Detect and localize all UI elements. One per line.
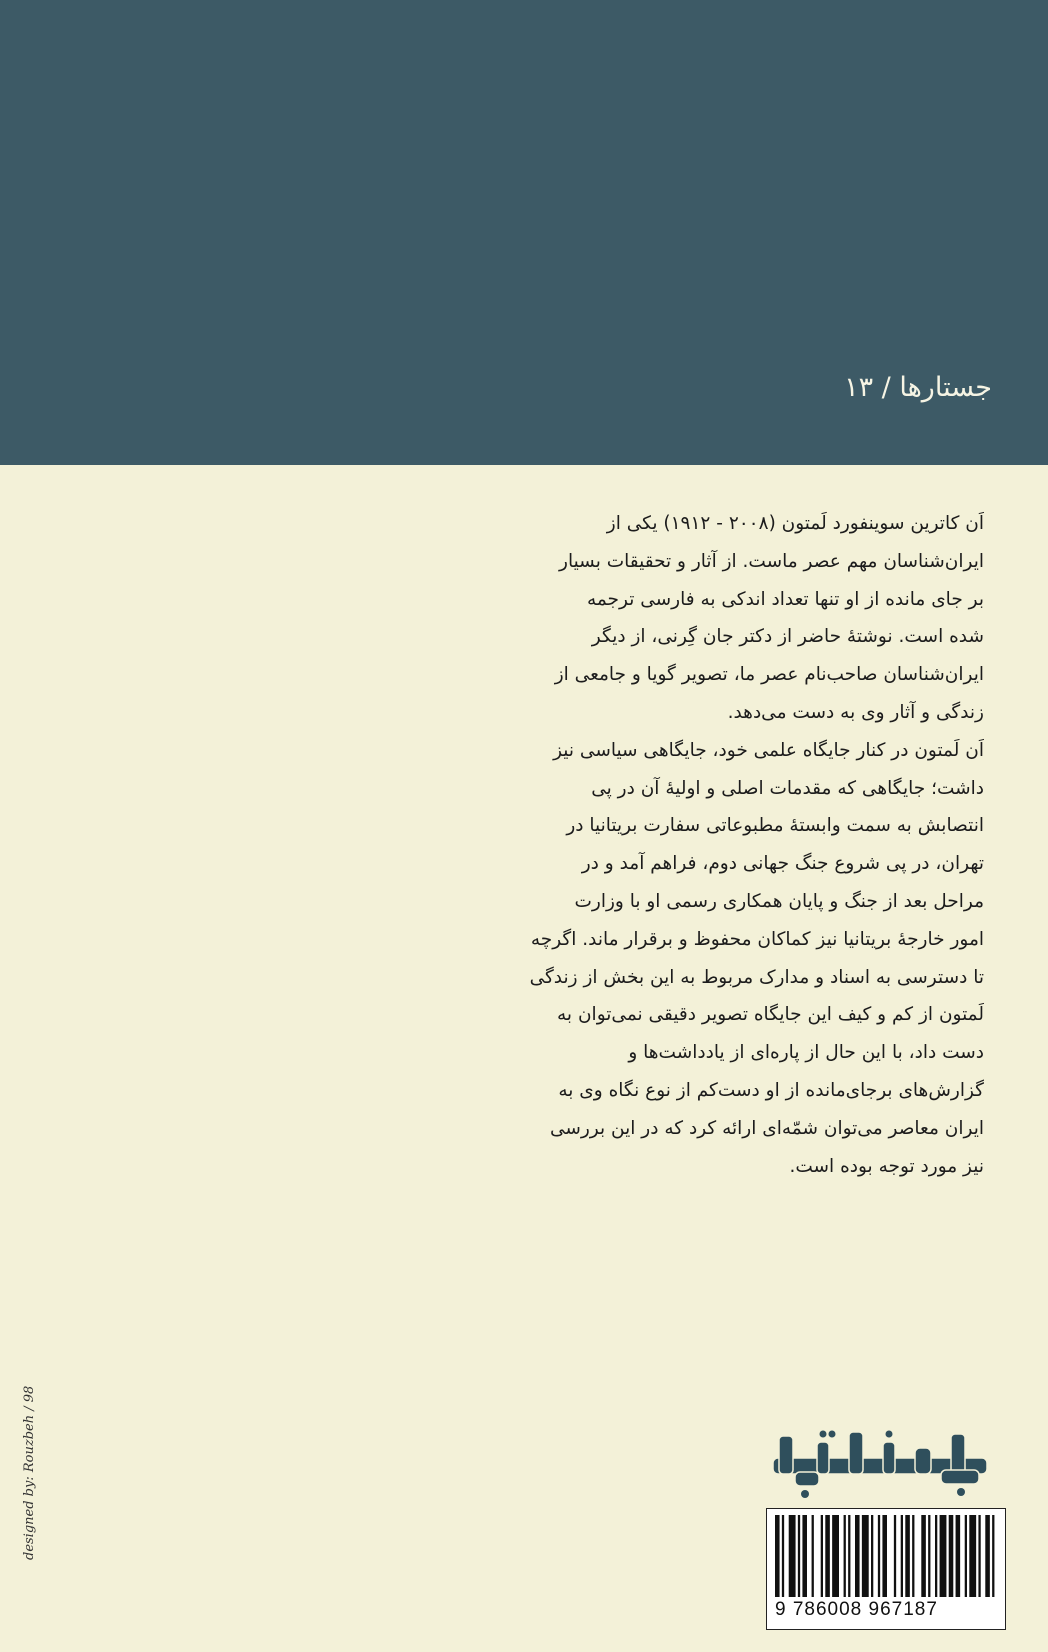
blurb-line: نیز مورد توجه بوده است. — [789, 1155, 984, 1177]
blurb-line: امور خارجهٔ بریتانیا نیز کماکان محفوظ و برقرار ماند. اگرچه — [530, 928, 984, 950]
barcode-bar — [821, 1515, 823, 1597]
barcode-bar — [905, 1515, 910, 1597]
barcode-bar — [921, 1515, 926, 1597]
barcode-bar — [855, 1515, 860, 1597]
barcode-bar — [882, 1515, 887, 1597]
blurb-line: گزارش‌های برجای‌مانده از او دست‌کم از نوع نگاه وی به — [558, 1079, 984, 1101]
blurb-line: شده است. نوشتهٔ حاضر از دکتر جان گِرنی، از دیگر — [591, 626, 984, 648]
barcode-bar — [901, 1515, 903, 1597]
series-label: جستارها / ۱۳ — [844, 372, 992, 403]
blurb-line: زندگی و آثار وی به دست می‌دهد. — [727, 701, 984, 723]
barcode-bar — [802, 1515, 807, 1597]
barcode-bar — [832, 1515, 839, 1597]
barcode-bar — [789, 1515, 796, 1597]
barcode-bar — [956, 1515, 961, 1597]
blurb-line: دست داد، با این حال از پاره‌ای از یادداشت‌ها و — [628, 1042, 984, 1064]
blurb-line: ایران‌شناسان مهم عصر ماست. از آثار و تحقیقات بسیار — [559, 550, 984, 572]
blurb-line: داشت؛ جایگاهی که مقدمات اصلی و اولیهٔ آن در پی — [591, 777, 984, 799]
back-cover-blurb — [460, 505, 984, 1305]
blurb-line: اَن لَمتون در کنار جایگاه علمی خود، جایگاهی سیاسی نیز — [553, 739, 984, 761]
blurb-line: لَمتون از کم و کیف این جایگاه تصویر دقیقی نمی‌توان به — [557, 1004, 984, 1026]
barcode-bar — [862, 1515, 869, 1597]
barcode-bar — [812, 1515, 814, 1597]
isbn-number: 9 786008 967187 — [775, 1599, 938, 1620]
barcode-bars — [775, 1515, 999, 1597]
blurb-line: انتصابش به سمت وابستهٔ مطبوعاتی سفارت بریتانیا در — [566, 815, 984, 837]
blurb-line: مراحل بعد از جنگ و پایان همکاری رسمی او با وزارت — [574, 890, 984, 912]
blurb-line: تا دسترسی به اسناد و مدارک مربوط به این بخش از زندگی — [529, 966, 984, 988]
barcode-bar — [775, 1515, 780, 1597]
barcode-bar — [782, 1515, 784, 1597]
barcode-bar — [844, 1515, 846, 1597]
blurb-line: اَن کاترین سوینفورد لَمتون (۲۰۰۸ - ۱۹۱۲) یکی از — [606, 513, 984, 534]
designer-credit: designed by: Rouzbeh / 98 — [22, 1385, 37, 1560]
barcode-bar — [871, 1515, 873, 1597]
blurb-line: ایران معاصر می‌توان شمّه‌ای ارائه کرد که در این بررسی — [549, 1117, 984, 1139]
blurb-line: ایران‌شناسان صاحب‌نام عصر ما، تصویر گویا و جامعی از — [554, 664, 984, 686]
barcode-bar — [912, 1515, 914, 1597]
publisher-logo — [765, 1428, 995, 1503]
barcode-bar — [928, 1515, 930, 1597]
barcode-bar — [969, 1515, 976, 1597]
blurb-line: تهران، در پی شروع جنگ جهانی دوم، فراهم آمد و در — [581, 853, 984, 875]
barcode-bar — [848, 1515, 850, 1597]
blurb-line: بر جای مانده از او تنها تعداد اندکی به فارسی ترجمه — [586, 588, 984, 610]
barcode-bar — [935, 1515, 937, 1597]
barcode-bar — [798, 1515, 800, 1597]
barcode-bar — [949, 1515, 954, 1597]
barcode-bar — [978, 1515, 980, 1597]
barcode-bar — [894, 1515, 896, 1597]
barcode-bar — [985, 1515, 990, 1597]
barcode-bar — [825, 1515, 830, 1597]
barcode-bar — [992, 1515, 994, 1597]
isbn-barcode — [766, 1508, 1006, 1630]
barcode-bar — [878, 1515, 880, 1597]
barcode-bar — [940, 1515, 947, 1597]
barcode-bar — [965, 1515, 967, 1597]
